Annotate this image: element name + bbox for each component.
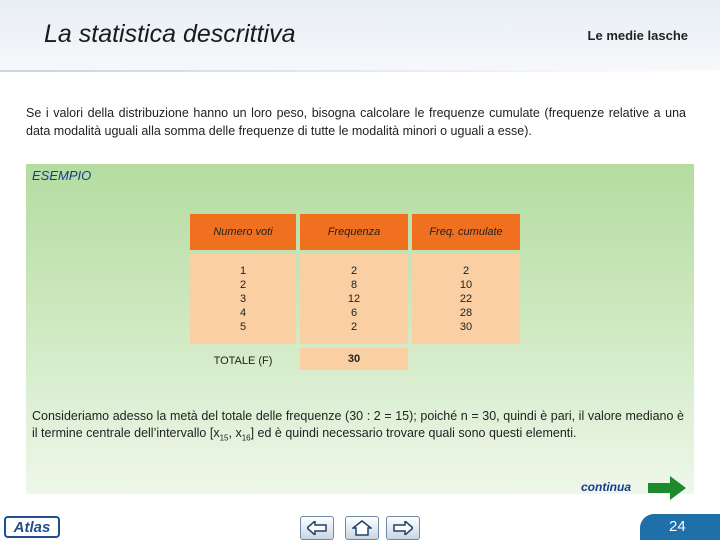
voto-value: 4 [239,307,247,319]
frequenza-value: 6 [350,307,358,319]
cumulata-value: 28 [459,307,473,319]
cumulata-value: 10 [459,279,473,291]
atlas-logo-text: Atlas [13,518,51,536]
frequenza-value: 2 [350,321,358,333]
frequenza-value: 8 [350,279,358,291]
totale-value: 30 [300,348,408,370]
continua-arrow-icon[interactable] [648,476,686,500]
voto-value: 3 [239,293,247,305]
column-voti [190,254,296,344]
cumulata-value: 22 [459,293,473,305]
prev-button[interactable] [300,516,334,540]
subscript-15: 15 [219,433,229,443]
frequenza-value: 12 [347,293,361,305]
voto-value: 2 [239,279,247,291]
conclusion-paragraph [32,408,684,447]
column-cumulate [412,254,520,344]
conclusion-text-1: Consideriamo adesso la metà del totale delle frequenze (30 : 2 = 15); poiché n = 30, quindi è pari, il valore mediano è il termine centrale dell’intervallo [x [32,409,684,440]
example-box [26,164,694,494]
intro-paragraph: Se i valori della distribuzione hanno un loro peso, bisogna calcolare le frequenze cumulate (frequenze relative a una data modalità uguali alla somma delle frequenze di tutte le modalità minori o uguali a esse). [26,106,686,138]
header-numero-voti: Numero voti [190,214,296,250]
column-frequenze [300,254,408,344]
slide-subtitle: Le medie lasche [587,28,688,43]
home-button[interactable] [345,516,379,540]
totale-label: TOTALE (F) [213,355,273,367]
header-frequenza: Frequenza [300,214,408,250]
cumulata-value: 30 [459,321,473,333]
home-icon [352,520,372,536]
conclusion-text-3: ] ed è quindi necessario trovare quali sono questi elementi. [250,426,577,440]
conclusion-text-2: , x [228,426,242,440]
subscript-16: 16 [241,433,251,443]
next-button[interactable] [386,516,420,540]
slide-title: La statistica descrittiva [44,20,296,48]
header-freq-cumulate: Freq. cumulate [412,214,520,250]
continua-link[interactable]: continua [581,480,631,494]
voto-value: 1 [239,265,247,277]
arrow-right-icon [393,521,413,535]
slide-header [0,0,720,72]
page-number: 24 [669,518,686,535]
example-label: ESEMPIO [32,168,92,183]
frequenza-value: 2 [350,265,358,277]
voto-value: 5 [239,321,247,333]
atlas-logo [4,516,60,538]
cumulata-value: 2 [462,265,470,277]
arrow-left-icon [307,521,327,535]
